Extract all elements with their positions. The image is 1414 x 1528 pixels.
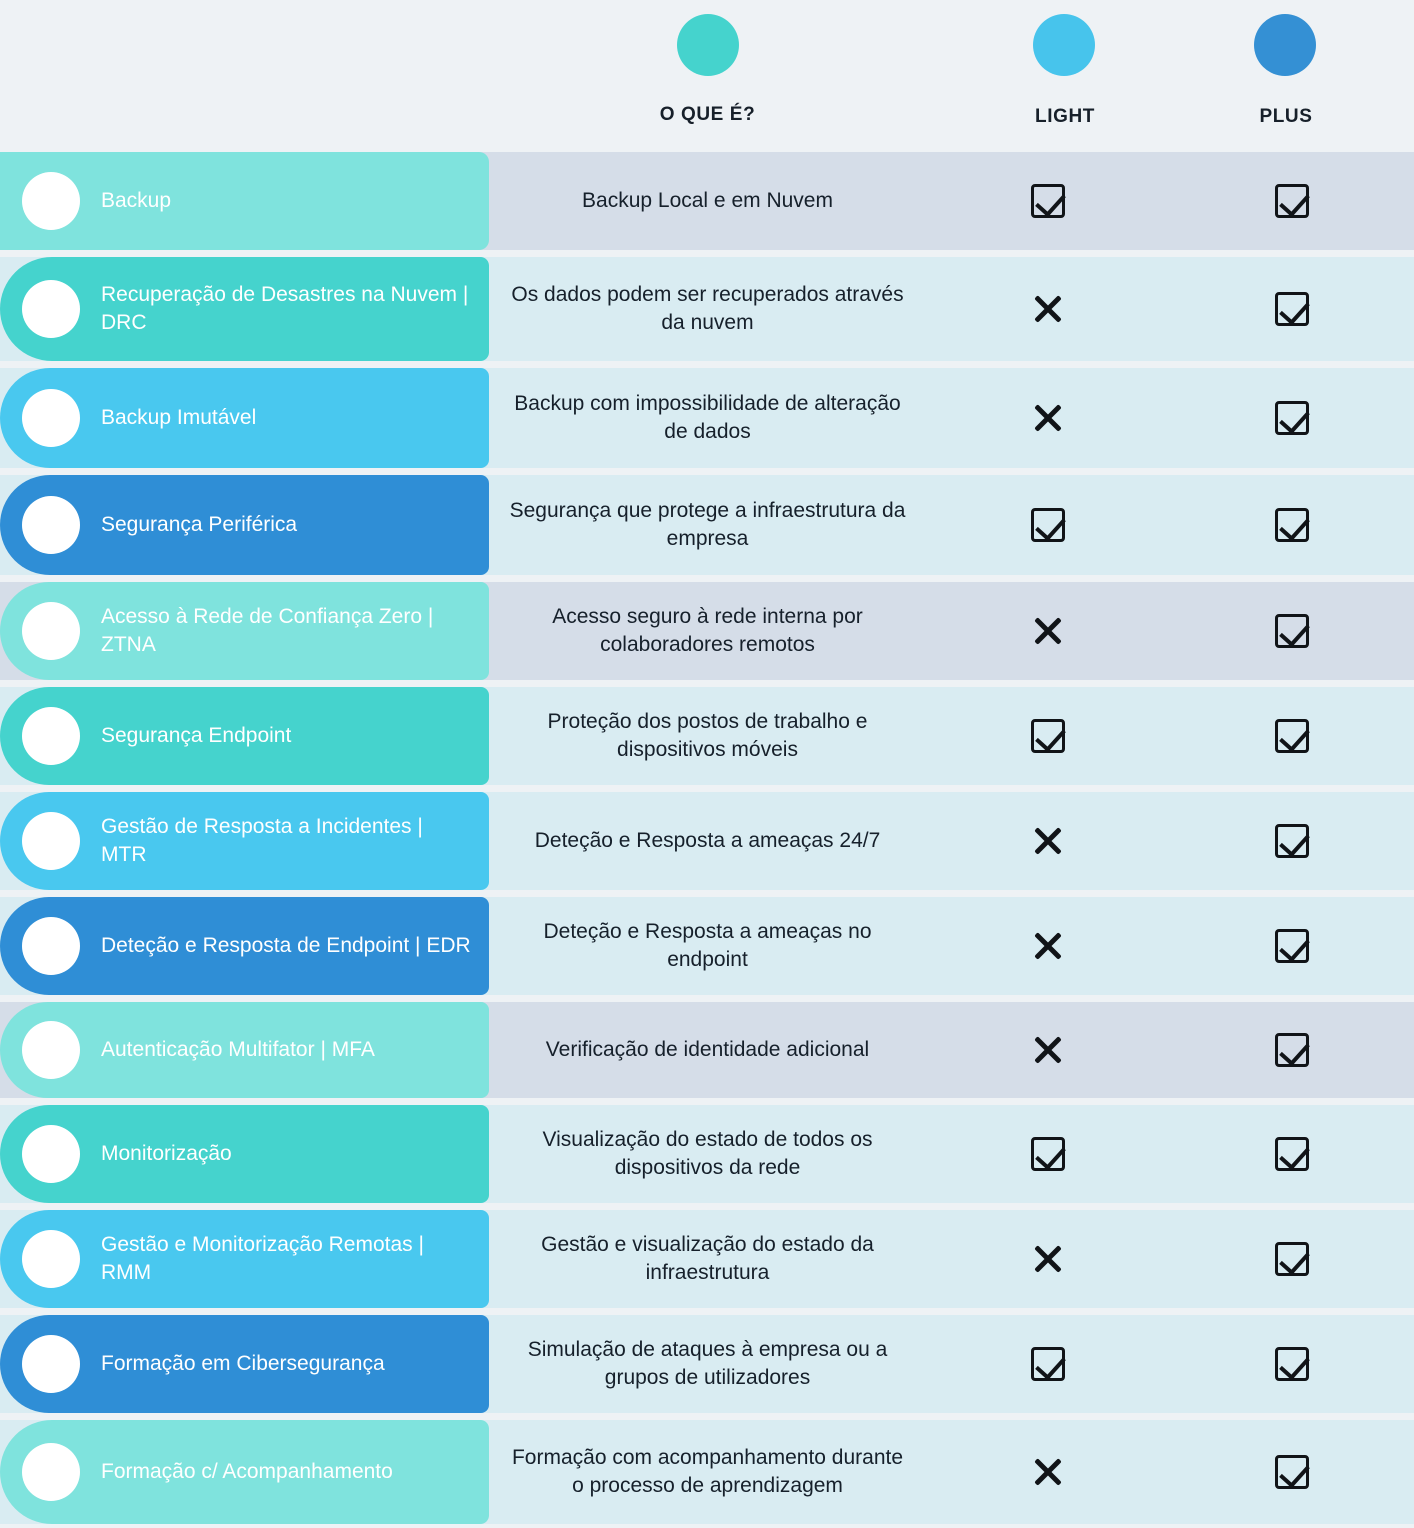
feature-pill (0, 792, 489, 890)
column-header-plus: PLUS (1259, 106, 1313, 127)
feature-pill (0, 257, 489, 361)
checkbox-checked-icon (1275, 401, 1309, 435)
checkbox-checked-icon (1031, 1137, 1065, 1171)
feature-name: Segurança Periférica (101, 513, 298, 536)
bullet-circle-icon (22, 389, 80, 447)
plus-plan-cell (1170, 1210, 1414, 1308)
feature-pill (0, 475, 489, 575)
plus-plan-cell (1170, 1315, 1414, 1413)
checkbox-checked-icon (1275, 824, 1309, 858)
feature-pill (0, 1002, 489, 1098)
plus-plan-cell (1170, 897, 1414, 995)
row-divider (0, 785, 1414, 792)
table-row (0, 1315, 1414, 1413)
table-header (0, 0, 1414, 152)
feature-name: Recuperação de Desastres na Nuvem | DRC (101, 283, 469, 334)
table-row (0, 1210, 1414, 1308)
feature-description: Formação com acompanhamento durante o processo de aprendizagem (511, 1446, 904, 1497)
column-header-what: O QUE É? (659, 104, 756, 125)
feature-name: Autenticação Multifator | MFA (101, 1038, 375, 1061)
light-plan-cell (926, 368, 1170, 468)
checkbox-checked-icon (1275, 719, 1309, 753)
light-plan-cell (926, 1002, 1170, 1098)
checkbox-checked-icon (1275, 1137, 1309, 1171)
cross-icon (1029, 927, 1067, 965)
feature-description: Visualização do estado de todos os dispositivos da rede (542, 1128, 873, 1179)
cross-icon (1029, 822, 1067, 860)
feature-pill (0, 152, 489, 250)
feature-description: Segurança que protege a infraestrutura da empresa (509, 499, 906, 550)
light-plan-cell (926, 1210, 1170, 1308)
feature-pill (0, 1210, 489, 1308)
checkbox-checked-icon (1275, 614, 1309, 648)
plus-plan-cell (1170, 1002, 1414, 1098)
row-divider (0, 1098, 1414, 1105)
table-rows (0, 152, 1414, 1524)
table-row (0, 1002, 1414, 1098)
cross-icon (1029, 399, 1067, 437)
cross-icon (1029, 1240, 1067, 1278)
feature-description: Verificação de identidade adicional (545, 1038, 870, 1061)
plus-plan-cell (1170, 152, 1414, 250)
checkbox-checked-icon (1275, 184, 1309, 218)
table-row (0, 475, 1414, 575)
bullet-circle-icon (22, 707, 80, 765)
bullet-circle-icon (22, 172, 80, 230)
feature-pill (0, 897, 489, 995)
feature-description: Proteção dos postos de trabalho e dispositivos móveis (547, 710, 868, 761)
feature-name: Gestão e Monitorização Remotas | RMM (101, 1233, 424, 1284)
checkbox-checked-icon (1275, 1242, 1309, 1276)
plus-plan-cell (1170, 792, 1414, 890)
plus-column-dot-icon (1254, 14, 1316, 76)
row-divider (0, 361, 1414, 368)
bullet-circle-icon (22, 602, 80, 660)
plus-plan-cell (1170, 475, 1414, 575)
light-plan-cell (926, 792, 1170, 890)
feature-description: Acesso seguro à rede interna por colaboradores remotos (552, 605, 863, 656)
feature-pill (0, 368, 489, 468)
feature-pill (0, 1420, 489, 1524)
feature-name: Formação em Cibersegurança (101, 1352, 385, 1375)
table-row (0, 152, 1414, 250)
cross-icon (1029, 1453, 1067, 1491)
checkbox-checked-icon (1275, 1455, 1309, 1489)
row-divider (0, 680, 1414, 687)
bullet-circle-icon (22, 1230, 80, 1288)
bullet-circle-icon (22, 917, 80, 975)
light-plan-cell (926, 1105, 1170, 1203)
feature-name: Backup Imutável (101, 406, 257, 429)
light-column-dot-icon (1033, 14, 1095, 76)
feature-name: Deteção e Resposta de Endpoint | EDR (101, 934, 471, 957)
checkbox-checked-icon (1275, 292, 1309, 326)
checkbox-checked-icon (1275, 1033, 1309, 1067)
table-row (0, 897, 1414, 995)
row-divider (0, 1413, 1414, 1420)
plus-plan-cell (1170, 582, 1414, 680)
light-plan-cell (926, 687, 1170, 785)
feature-pill (0, 582, 489, 680)
feature-description: Gestão e visualização do estado da infraestrutura (541, 1233, 874, 1284)
checkbox-checked-icon (1031, 719, 1065, 753)
table-row (0, 257, 1414, 361)
bullet-circle-icon (22, 1443, 80, 1501)
feature-name: Segurança Endpoint (101, 724, 292, 747)
table-row (0, 368, 1414, 468)
row-divider (0, 995, 1414, 1002)
bullet-circle-icon (22, 1021, 80, 1079)
light-plan-cell (926, 475, 1170, 575)
what-column-dot-icon (677, 14, 739, 76)
plus-plan-cell (1170, 1420, 1414, 1524)
table-row (0, 1105, 1414, 1203)
feature-name: Gestão de Resposta a Incidentes | MTR (101, 815, 423, 866)
light-plan-cell (926, 582, 1170, 680)
light-plan-cell (926, 257, 1170, 361)
checkbox-checked-icon (1275, 508, 1309, 542)
light-plan-cell (926, 1315, 1170, 1413)
bullet-circle-icon (22, 1335, 80, 1393)
light-plan-cell (926, 1420, 1170, 1524)
bullet-circle-icon (22, 280, 80, 338)
plus-plan-cell (1170, 257, 1414, 361)
feature-description: Deteção e Resposta a ameaças no endpoint (543, 920, 872, 971)
feature-description: Os dados podem ser recuperados através da nuvem (511, 283, 904, 334)
light-plan-cell (926, 897, 1170, 995)
feature-name: Formação c/ Acompanhamento (101, 1460, 393, 1483)
bullet-circle-icon (22, 1125, 80, 1183)
checkbox-checked-icon (1275, 1347, 1309, 1381)
cross-icon (1029, 612, 1067, 650)
feature-name: Backup (101, 189, 172, 212)
cross-icon (1029, 290, 1067, 328)
plus-plan-cell (1170, 368, 1414, 468)
feature-pill (0, 687, 489, 785)
row-divider (0, 250, 1414, 257)
light-plan-cell (926, 152, 1170, 250)
plus-plan-cell (1170, 1105, 1414, 1203)
row-divider (0, 575, 1414, 582)
cross-icon (1029, 1031, 1067, 1069)
feature-pill (0, 1105, 489, 1203)
row-divider (0, 1308, 1414, 1315)
checkbox-checked-icon (1031, 1347, 1065, 1381)
table-row (0, 687, 1414, 785)
table-row (0, 792, 1414, 890)
bullet-circle-icon (22, 812, 80, 870)
row-divider (0, 468, 1414, 475)
feature-description: Simulação de ataques à empresa ou a grupos de utilizadores (527, 1338, 888, 1389)
table-row (0, 582, 1414, 680)
plus-plan-cell (1170, 687, 1414, 785)
feature-pill (0, 1315, 489, 1413)
checkbox-checked-icon (1031, 184, 1065, 218)
feature-name: Monitorização (101, 1142, 232, 1165)
feature-description: Backup Local e em Nuvem (582, 189, 833, 212)
feature-description: Deteção e Resposta a ameaças 24/7 (534, 829, 881, 852)
column-header-light: LIGHT (1035, 106, 1095, 127)
table-row (0, 1420, 1414, 1524)
bullet-circle-icon (22, 496, 80, 554)
checkbox-checked-icon (1275, 929, 1309, 963)
checkbox-checked-icon (1031, 508, 1065, 542)
feature-name: Acesso à Rede de Confiança Zero | ZTNA (101, 605, 434, 656)
feature-description: Backup com impossibilidade de alteração de dados (514, 392, 901, 443)
row-divider (0, 890, 1414, 897)
row-divider (0, 1203, 1414, 1210)
